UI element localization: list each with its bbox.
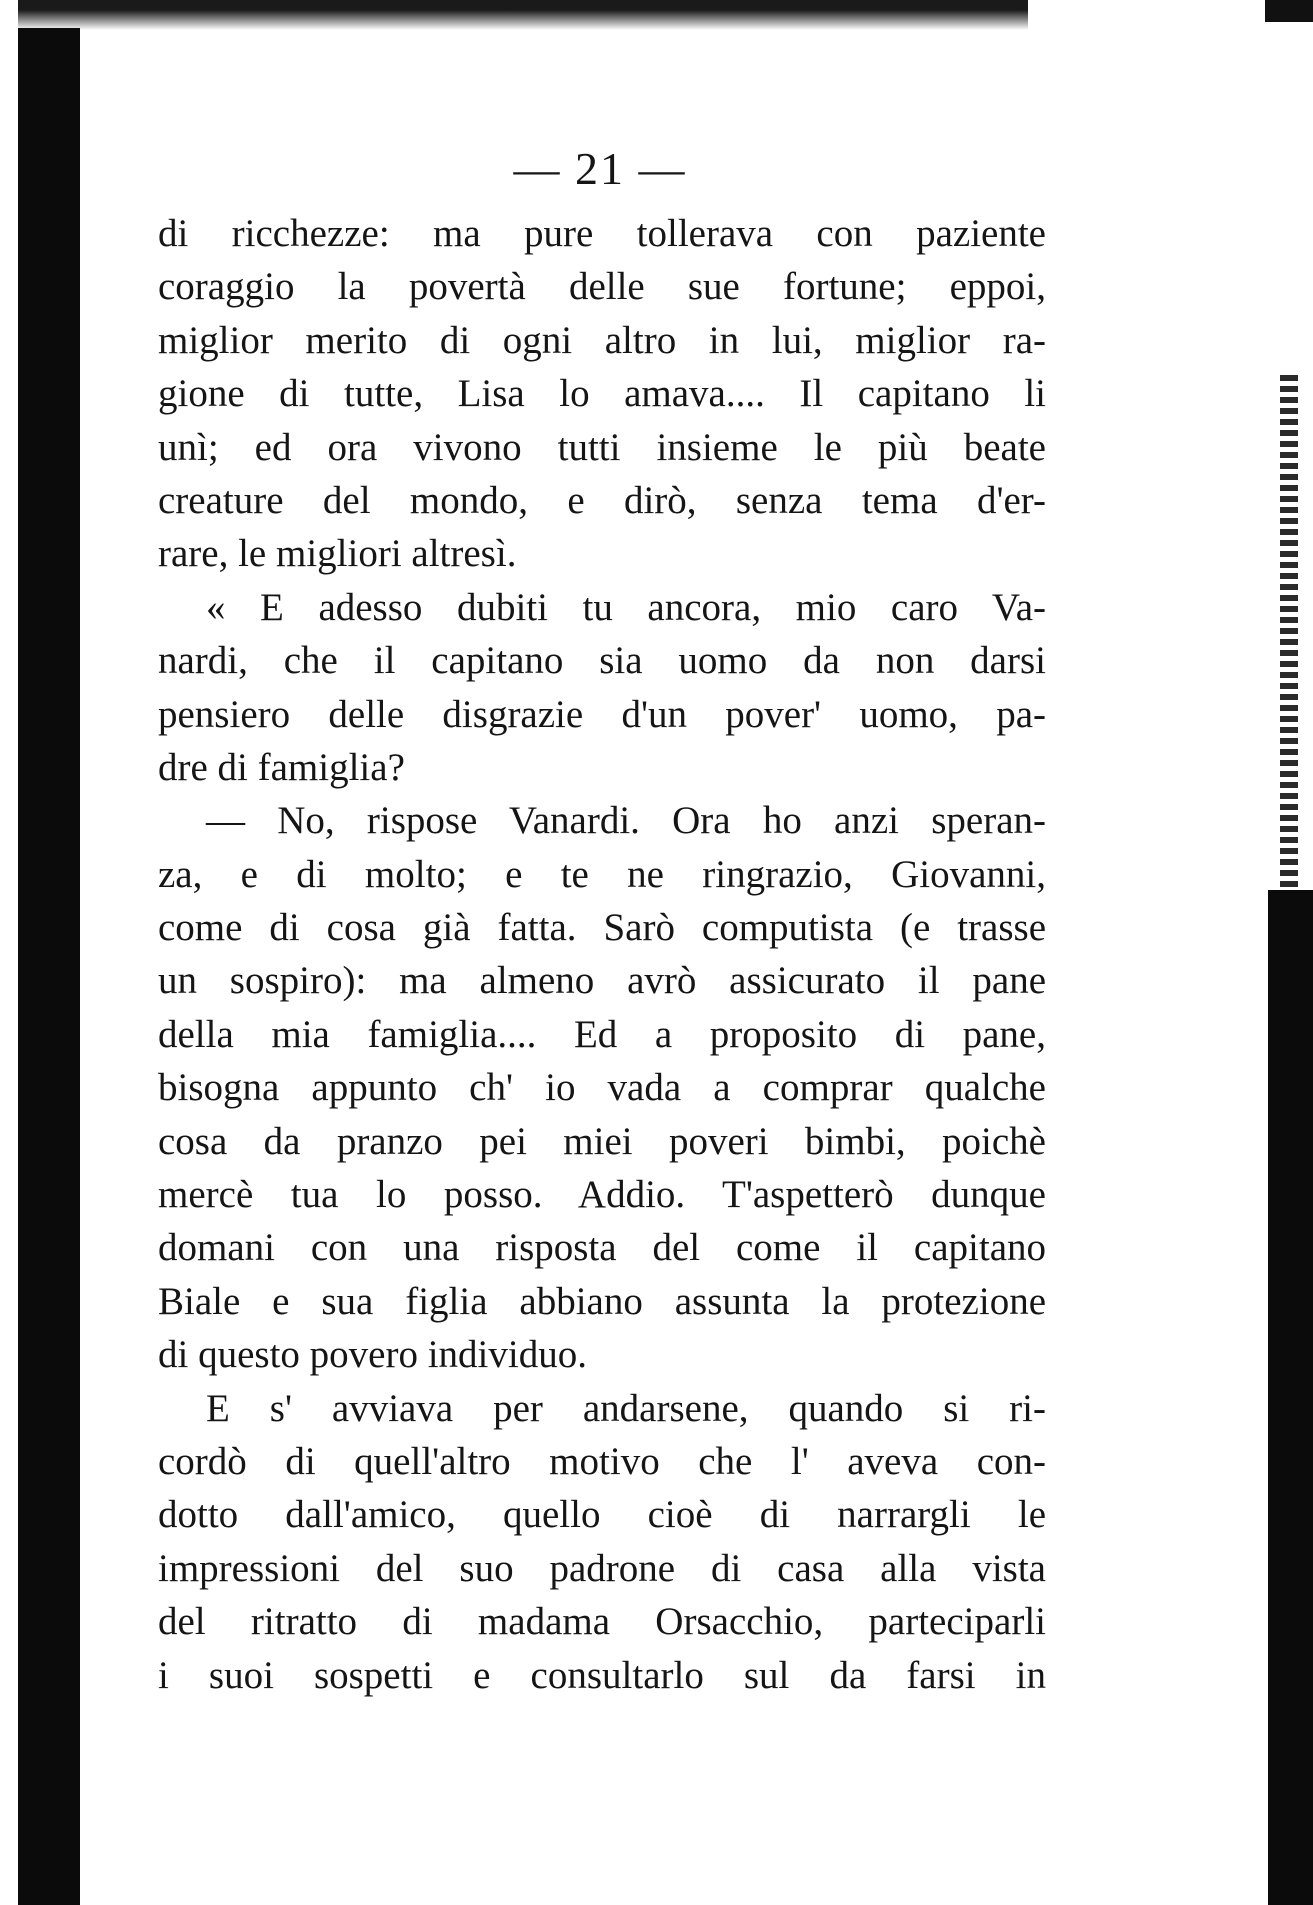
- text-line: come di cosa già fatta. Sarò computista (e trasse: [158, 906, 1046, 950]
- page-number: — 21 —: [513, 143, 687, 194]
- text-line: pensiero delle disgrazie d'un pover' uomo, pa-: [158, 692, 1046, 736]
- text-line: E s' avviava per andarsene, quando si ri-: [206, 1386, 1046, 1430]
- text-line: Biale e sua figlia abbiano assunta la protezione: [158, 1279, 1046, 1323]
- text-line: dotto dall'amico, quello cioè di narrargli le: [158, 1493, 1046, 1537]
- text-line: za, e di molto; e te ne ringrazio, Giovanni,: [158, 852, 1046, 896]
- text-line: creature del mondo, e dirò, senza tema d'er-: [158, 478, 1046, 522]
- scan-edge-strip-right: [1280, 375, 1298, 890]
- text-line: unì; ed ora vivono tutti insieme le più beate: [158, 425, 1046, 469]
- text-line: cosa da pranzo pei miei poveri bimbi, poichè: [158, 1119, 1046, 1163]
- text-line: mercè tua lo posso. Addio. T'aspetterò dunque: [158, 1173, 1046, 1217]
- scan-edge-top: [18, 0, 1028, 30]
- text-line: « E adesso dubiti tu ancora, mio caro Va-: [206, 585, 1046, 629]
- scan-corner-top-right: [1265, 0, 1313, 22]
- scan-edge-left: [18, 28, 80, 1905]
- text-line: bisogna appunto ch' io vada a comprar qualche: [158, 1066, 1046, 1110]
- text-line: del ritratto di madama Orsacchio, parteciparli: [158, 1600, 1046, 1644]
- text-line: nardi, che il capitano sia uomo da non darsi: [158, 639, 1046, 683]
- text-line: i suoi sospetti e consultarlo sul da farsi in: [158, 1653, 1046, 1697]
- text-line: coraggio la povertà delle sue fortune; eppoi,: [158, 265, 1046, 309]
- text-line: della mia famiglia.... Ed a proposito di pane,: [158, 1012, 1046, 1056]
- text-line: di ricchezze: ma pure tollerava con paziente: [158, 212, 1046, 255]
- text-line: — No, rispose Vanardi. Ora ho anzi speran-: [206, 799, 1046, 843]
- text-line: impressioni del suo padrone di casa alla vista: [158, 1546, 1046, 1590]
- text-line: un sospiro): ma almeno avrò assicurato il pane: [158, 959, 1046, 1003]
- text-line: gione di tutte, Lisa lo amava.... Il capitano li: [158, 372, 1046, 416]
- scan-edge-right: [1268, 890, 1313, 1905]
- page-body-text: [158, 207, 1046, 1702]
- text-line: domani con una risposta del come il capitano: [158, 1226, 1046, 1270]
- text-line: cordò di quell'altro motivo che l' aveva con-: [158, 1439, 1046, 1483]
- text-line: di questo povero individuo.: [158, 1333, 587, 1377]
- text-line: rare, le migliori altresì.: [158, 532, 517, 576]
- text-line: miglior merito di ogni altro in lui, miglior ra-: [158, 318, 1046, 362]
- text-line: dre di famiglia?: [158, 745, 405, 789]
